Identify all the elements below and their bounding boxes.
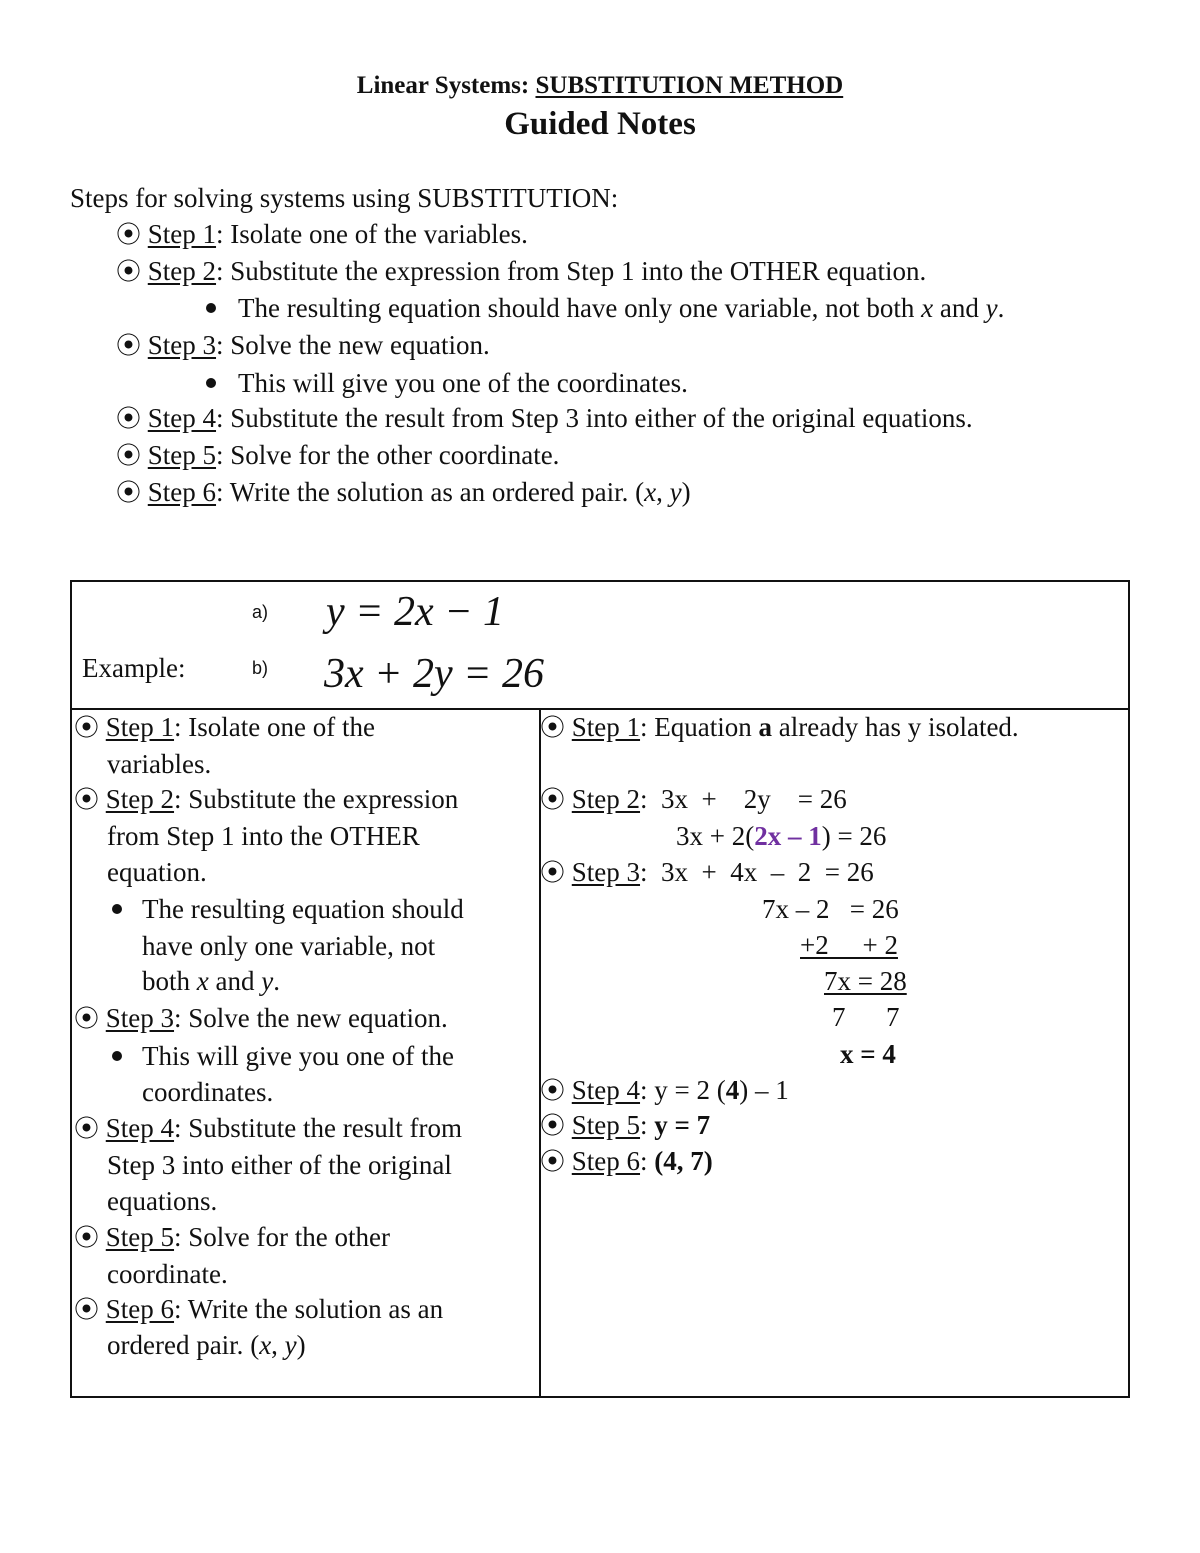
- left-note-1: The resulting equation should: [112, 895, 464, 925]
- left-text: variables.: [107, 749, 212, 779]
- radio-bullet-icon: ⦿: [74, 1225, 100, 1252]
- bullet-dot-icon: [112, 1051, 122, 1061]
- radio-bullet-icon: ⦿: [74, 1006, 100, 1033]
- equation-a: y = 2x − 1: [326, 589, 504, 635]
- step-4-line: ⦿ Step 4: Substitute the result from Step 3 into either of the original equations.: [116, 403, 973, 433]
- work-line: 7x = 28: [824, 966, 907, 996]
- right-step-4: ⦿ Step 4: y = 2 (4) – 1: [540, 1075, 789, 1105]
- step-5-line: ⦿ Step 5: Solve for the other coordinate.: [116, 440, 560, 470]
- step-2-note: The resulting equation should have only one variable, not both x and y.: [206, 294, 1004, 324]
- radio-bullet-icon: ⦿: [74, 1297, 100, 1324]
- left-text: have only one variable, not: [142, 931, 436, 961]
- bullet-dot-icon: [206, 378, 216, 388]
- step-6-line: ⦿ Step 6: Write the solution as an ordered pair. (x, y): [116, 477, 691, 507]
- radio-bullet-icon: ⦿: [540, 1113, 566, 1140]
- right-step-5: ⦿ Step 5: y = 7: [540, 1110, 711, 1140]
- left-text: equations.: [107, 1186, 218, 1216]
- left-text: from Step 1 into the OTHER: [107, 821, 420, 851]
- radio-bullet-icon: ⦿: [116, 222, 142, 249]
- example-label: Example:: [82, 653, 186, 683]
- title-prefix: Linear Systems:: [356, 72, 536, 99]
- step-3-note: This will give you one of the coordinates.: [206, 369, 688, 399]
- left-step-6: ⦿ Step 6: Write the solution as an: [74, 1294, 444, 1324]
- steps-intro: Steps for solving systems using SUBSTITUTION:: [70, 183, 619, 213]
- equation-a-label: a): [252, 602, 269, 622]
- left-text: ordered pair. (x, y): [107, 1330, 306, 1360]
- work-line: +2 + 2: [800, 930, 898, 960]
- left-step-2: ⦿ Step 2: Substitute the expression: [74, 784, 459, 814]
- left-step-5: ⦿ Step 5: Solve for the other: [74, 1222, 390, 1252]
- right-step-2: ⦿ Step 2: 3x + 2y = 26: [540, 784, 847, 814]
- radio-bullet-icon: ⦿: [116, 259, 142, 286]
- left-step-3: ⦿ Step 3: Solve the new equation.: [74, 1003, 448, 1033]
- left-text: both x and y.: [142, 966, 280, 996]
- radio-bullet-icon: ⦿: [116, 333, 142, 360]
- step-1-line: ⦿ Step 1: Isolate one of the variables.: [116, 219, 528, 249]
- title-method: SUBSTITUTION METHOD: [535, 72, 844, 99]
- work-line: 7 7: [832, 1002, 900, 1032]
- radio-bullet-icon: ⦿: [116, 443, 142, 470]
- step-3-result: x = 4: [840, 1039, 896, 1069]
- radio-bullet-icon: ⦿: [540, 860, 566, 887]
- radio-bullet-icon: ⦿: [74, 715, 100, 742]
- document-title: [0, 72, 1200, 100]
- radio-bullet-icon: ⦿: [74, 787, 100, 814]
- bullet-dot-icon: [206, 303, 216, 313]
- right-step-6: ⦿ Step 6: (4, 7): [540, 1146, 713, 1176]
- radio-bullet-icon: ⦿: [540, 715, 566, 742]
- work-line: 7x – 2 = 26: [762, 894, 899, 924]
- radio-bullet-icon: ⦿: [540, 1149, 566, 1176]
- step-2-line: ⦿ Step 2: Substitute the expression from Step 1 into the OTHER equation.: [116, 256, 927, 286]
- step-3-line: ⦿ Step 3: Solve the new equation.: [116, 330, 490, 360]
- left-text: coordinate.: [107, 1259, 228, 1289]
- radio-bullet-icon: ⦿: [116, 480, 142, 507]
- left-text: equation.: [107, 857, 207, 887]
- bullet-dot-icon: [112, 904, 122, 914]
- left-step-4: ⦿ Step 4: Substitute the result from: [74, 1113, 463, 1143]
- equation-b-label: b): [252, 658, 269, 678]
- right-step-1: ⦿ Step 1: Equation a already has y isolated.: [540, 712, 1019, 742]
- right-step-3: ⦿ Step 3: 3x + 4x – 2 = 26: [540, 857, 874, 887]
- left-note-2: This will give you one of the: [112, 1042, 454, 1072]
- left-step-1: ⦿ Step 1: Isolate one of the: [74, 712, 375, 742]
- example-table: [70, 580, 1130, 1398]
- radio-bullet-icon: ⦿: [540, 1078, 566, 1105]
- radio-bullet-icon: ⦿: [116, 406, 142, 433]
- document-subtitle: Guided Notes: [504, 106, 696, 142]
- radio-bullet-icon: ⦿: [74, 1116, 100, 1143]
- radio-bullet-icon: ⦿: [540, 787, 566, 814]
- example-header-cell: [72, 582, 1128, 710]
- left-text: coordinates.: [142, 1077, 274, 1107]
- work-line: 3x + 2(2x – 1) = 26: [676, 821, 887, 851]
- equation-b: 3x + 2y = 26: [324, 651, 544, 697]
- left-text: Step 3 into either of the original: [107, 1150, 452, 1180]
